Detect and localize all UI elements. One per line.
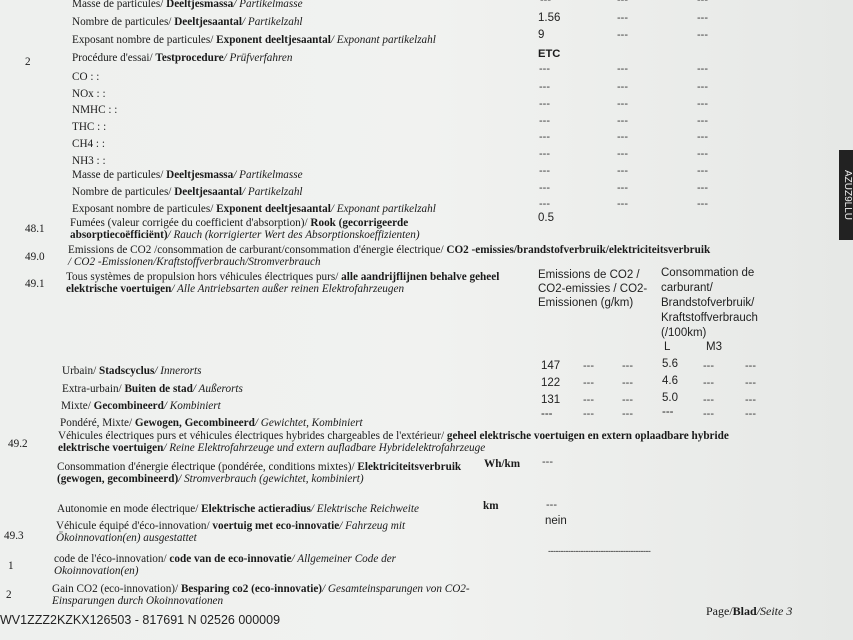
- row-particle-number-2: Nombre de particules/ Deeltjesaantal/ Partikelzahl: [72, 186, 303, 198]
- dash: ---: [583, 408, 594, 420]
- row-autonomy: Autonomie en mode électrique/ Elektrische actieradius/ Elektrische Reichweite: [57, 503, 419, 515]
- dash: ---: [539, 148, 550, 160]
- dash: ---: [697, 148, 708, 160]
- value-co2-extra-urban: 122: [541, 377, 561, 389]
- dash: ---: [622, 408, 633, 420]
- dash: ---: [617, 63, 628, 75]
- dash: ---: [583, 360, 594, 372]
- dash: ---: [539, 98, 550, 110]
- dash: ---: [697, 98, 708, 110]
- dash: ---: [697, 81, 708, 93]
- gas-ch4: CH4 : :: [72, 138, 105, 150]
- dash: ---: [622, 394, 633, 406]
- section-number: 2: [25, 56, 31, 68]
- row-co2-header: Emissions de CO2 /consommation de carburant/consommation d'énergie électrique/ CO2 -emissies/brandstofverbruik/elektriciteitsverbruik / CO2 -Emissionen/Kraftstoffverbrauch/Stromverbrauch: [68, 244, 711, 268]
- dash: ---: [540, 0, 551, 6]
- dash: ---: [697, 131, 708, 143]
- row-urban: Urbain/ Stadscyclus/ Innerorts: [62, 365, 202, 377]
- gas-thc: THC : :: [72, 121, 107, 133]
- gas-nox: NOx : :: [72, 88, 106, 100]
- value-co2-weighted: ---: [541, 408, 553, 420]
- dash: ---: [617, 115, 628, 127]
- section-number: 49.2: [8, 438, 28, 450]
- footer-id: WV1ZZZ2KZKX126503 - 817691 N 02526 000009: [0, 613, 281, 627]
- value-fuel-mixed: 5.0: [662, 392, 678, 404]
- value-co2-urban: 147: [541, 360, 561, 372]
- dash: ---: [617, 131, 628, 143]
- value-test-procedure: ETC: [538, 48, 561, 60]
- dash: ---: [745, 377, 756, 389]
- value-particle-number: 1.56: [538, 12, 561, 24]
- row-particle-exponent-1: Exposant nombre de particules/ Exponent deeltjesaantal/ Exponant partikelzahl: [72, 34, 436, 46]
- dash: ---: [617, 12, 628, 24]
- dash: ---: [703, 360, 714, 372]
- unit-l: L: [664, 341, 671, 353]
- dash: ---: [622, 360, 633, 372]
- col-header-emissions: Emissions de CO2 / CO2-emissies / CO2- Emissionen (g/km): [538, 269, 648, 309]
- dash: ---: [617, 182, 628, 194]
- section-number: 2: [6, 589, 12, 601]
- dash: ---: [622, 377, 633, 389]
- unit-km: km: [483, 500, 499, 512]
- dash: ---: [539, 165, 550, 177]
- dash: ---: [697, 29, 708, 41]
- row-particle-exponent-2: Exposant nombre de particules/ Exponent deeltjesaantal/ Exponant partikelzahl: [72, 203, 436, 215]
- section-number: 49.0: [25, 251, 45, 263]
- gas-nh3: NH3 : :: [72, 155, 106, 167]
- dash: ---: [697, 12, 708, 24]
- dash: ---: [697, 165, 708, 177]
- value-autonomy: ---: [546, 499, 557, 511]
- gas-co: CO : :: [72, 71, 100, 83]
- row-smoke: Fumées (valeur corrigée du coefficient d'absorption)/ Rook (gecorrigeerde absorptiecoëfficiënt)/ Rauch (korrigierter Wert des Absorptionskoeffizienten): [70, 217, 420, 241]
- value-electric-consumption: ---: [542, 456, 553, 468]
- dash: ---: [703, 394, 714, 406]
- dash: ---: [617, 165, 628, 177]
- row-extra-urban: Extra-urbain/ Buiten de stad/ Außerorts: [62, 383, 243, 395]
- row-electric-vehicles: Véhicules électriques purs et véhicules électriques hybrides chargeables de l'extérieur/ geheel elektrische voertuigen en extern oplaadbare hybride elektrische voertuigen/ Reine Elektrofahrzeuge und extern aufladbare Hybridelektrofahrzeuge: [58, 430, 729, 454]
- dash: ---: [697, 0, 708, 6]
- page-number: Page/Blad/Seite 3: [706, 604, 793, 618]
- row-weighted-mixed: Pondéré, Mixte/ Gewogen, Gecombineerd/ Gewichtet, Kombiniert: [60, 417, 363, 429]
- dash: ---: [539, 81, 550, 93]
- dash: ---: [703, 377, 714, 389]
- value-co2-mixed: 131: [541, 394, 561, 406]
- dash: ---: [617, 98, 628, 110]
- dash: ---: [697, 63, 708, 75]
- section-number: 1: [8, 560, 14, 572]
- dash: ---: [703, 408, 714, 420]
- row-co2-gain: Gain CO2 (eco-innovation)/ Besparing co2 (eco-innovatie)/ Gesamteinsparungen von CO2-Einsparungen durch Okoinnovationen: [52, 583, 470, 607]
- dash: ---: [539, 198, 550, 210]
- col-header-consumption: Consommation de carburant/ Brandstofverbruik/ Kraftstoffverbrauch (/100km): [661, 267, 758, 339]
- value-smoke: 0.5: [538, 212, 554, 224]
- dash: ---: [617, 0, 628, 6]
- value-fuel-weighted: ---: [662, 406, 674, 418]
- value-particle-exponent: 9: [538, 29, 545, 41]
- row-eco-innovation: Véhicule équipé d'éco-innovation/ voertuig met eco-innovatie/ Fahrzeug mit Ökoinnovation(en) ausgestattet: [56, 520, 406, 544]
- dash: ---: [539, 63, 550, 75]
- value-fuel-extra-urban: 4.6: [662, 375, 678, 387]
- dash: ---: [583, 377, 594, 389]
- dash: ---: [617, 198, 628, 210]
- section-number: 49.1: [25, 278, 45, 290]
- dash: ---: [617, 148, 628, 160]
- dash: ---: [617, 81, 628, 93]
- dash: ---: [697, 115, 708, 127]
- row-particle-mass-1: Masse de particules/ Deeltjesmassa/ Partikelmasse: [72, 0, 303, 10]
- value-eco-innovation: nein: [545, 515, 567, 527]
- row-electric-consumption: Consommation d'énergie électrique (pondérée, conditions mixtes)/ Elektriciteitsverbruik (gewogen, gecombineerd)/ Stromverbrauch (gewichtet, kombiniert): [57, 461, 462, 485]
- section-number: 49.3: [4, 530, 24, 542]
- value-eco-code: -----------------------------------------: [548, 546, 651, 556]
- edge-sticker: AZUZ9LLU: [839, 150, 853, 240]
- dash: ---: [539, 131, 550, 143]
- unit-whkm: Wh/km: [484, 458, 521, 470]
- unit-m3: M3: [706, 341, 722, 353]
- row-particle-number-1: Nombre de particules/ Deeltjesaantal/ Partikelzahl: [72, 16, 303, 28]
- row-mixed: Mixte/ Gecombineerd/ Kombiniert: [61, 400, 221, 412]
- gas-nmhc: NMHC : :: [72, 104, 118, 116]
- dash: ---: [539, 182, 550, 194]
- row-propulsion: Tous systèmes de propulsion hors véhicules électriques purs/ alle aandrijflijnen behalve geheel elektrische voertuigen/ Alle Antriebsarten außer reinen Elektrofahrzeugen: [66, 271, 500, 295]
- dash: ---: [745, 394, 756, 406]
- section-number: 48.1: [25, 223, 45, 235]
- row-particle-mass-2: Masse de particules/ Deeltjesmassa/ Partikelmasse: [72, 169, 303, 181]
- dash: ---: [697, 182, 708, 194]
- row-test-procedure: Procédure d'essai/ Testprocedure/ Prüfverfahren: [72, 52, 293, 64]
- value-fuel-urban: 5.6: [662, 358, 678, 370]
- dash: ---: [697, 198, 708, 210]
- dash: ---: [745, 408, 756, 420]
- dash: ---: [617, 29, 628, 41]
- dash: ---: [539, 115, 550, 127]
- row-eco-code: code de l'éco-innovation/ code van de eco-innovatie/ Allgemeiner Code der Okoinnovation(en): [54, 553, 397, 577]
- dash: ---: [583, 394, 594, 406]
- dash: ---: [745, 360, 756, 372]
